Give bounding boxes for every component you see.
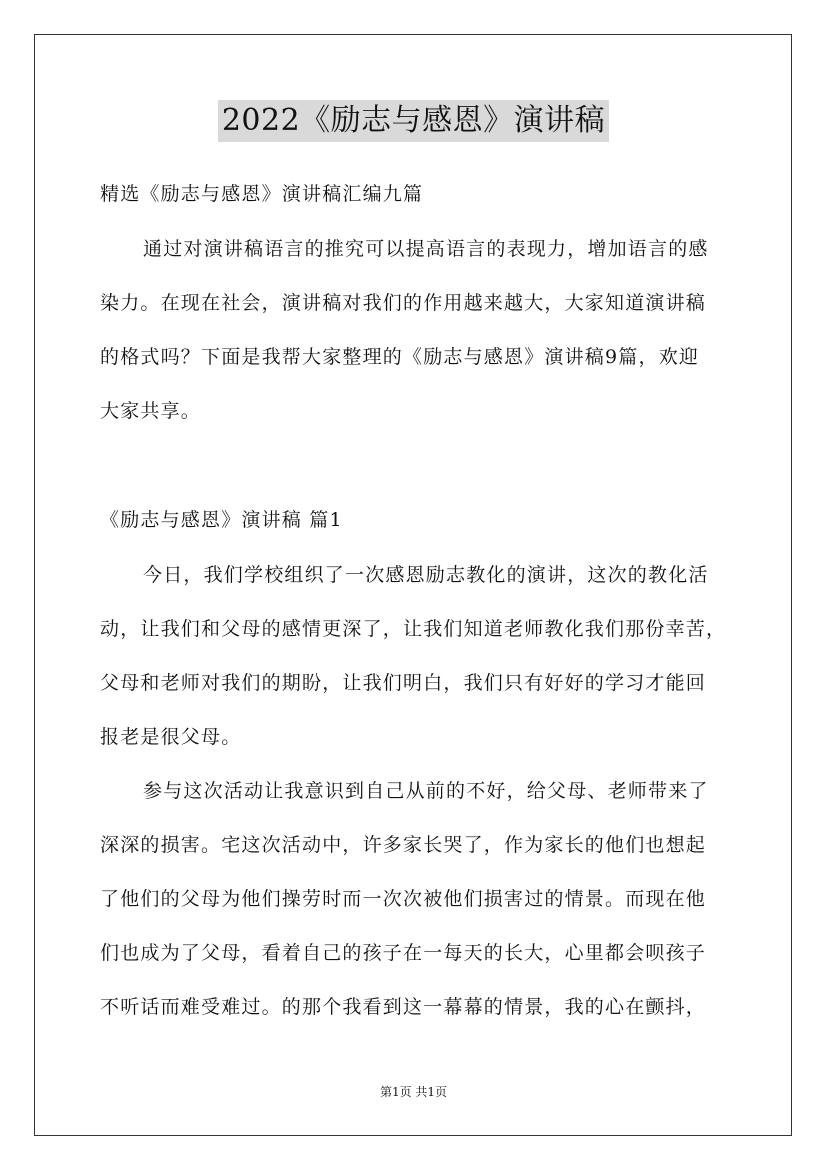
- intro-line: 通过对演讲稿语言的推究可以提高语言的表现力，增加语言的感: [143, 238, 709, 260]
- paragraph-line: 不听话而难受难过。的那个我看到这一幕幕的情景，我的心在颤抖，: [100, 996, 707, 1018]
- document-subtitle: 精选《励志与感恩》演讲稿汇编九篇: [100, 183, 424, 205]
- paragraph-line: 报老是很父母。: [100, 726, 242, 748]
- intro-line: 染力。在现在社会，演讲稿对我们的作用越来越大，大家知道演讲稿: [100, 292, 707, 314]
- paragraph-line: 今日，我们学校组织了一次感恩励志教化的演讲，这次的教化活: [143, 564, 709, 586]
- intro-line: 大家共享。: [100, 400, 202, 422]
- section-heading: 《励志与感恩》演讲稿 篇1: [100, 509, 343, 531]
- paragraph-line: 深深的损害。宅这次活动中，许多家长哭了，作为家长的他们也想起: [100, 834, 707, 856]
- document-title: 2022《励志与感恩》演讲稿: [218, 100, 609, 142]
- paragraph-line: 们也成为了父母，看着自己的孩子在一每天的长大，心里都会呗孩子: [100, 942, 707, 964]
- title-container: [0, 100, 827, 142]
- paragraph-line: 参与这次活动让我意识到自己从前的不好，给父母、老师带来了: [143, 780, 709, 802]
- paragraph-line: 动，让我们和父母的感情更深了，让我们知道老师教化我们那份幸苦，: [100, 618, 727, 640]
- paragraph-line: 父母和老师对我们的期盼，让我们明白，我们只有好好的学习才能回: [100, 672, 707, 694]
- intro-line: 的格式吗？下面是我帮大家整理的《励志与感恩》演讲稿9篇，欢迎: [100, 346, 700, 368]
- page-footer: 第1页 共1页: [379, 1085, 448, 1099]
- paragraph-line: 了他们的父母为他们操劳时而一次次被他们损害过的情景。而现在他: [100, 888, 707, 910]
